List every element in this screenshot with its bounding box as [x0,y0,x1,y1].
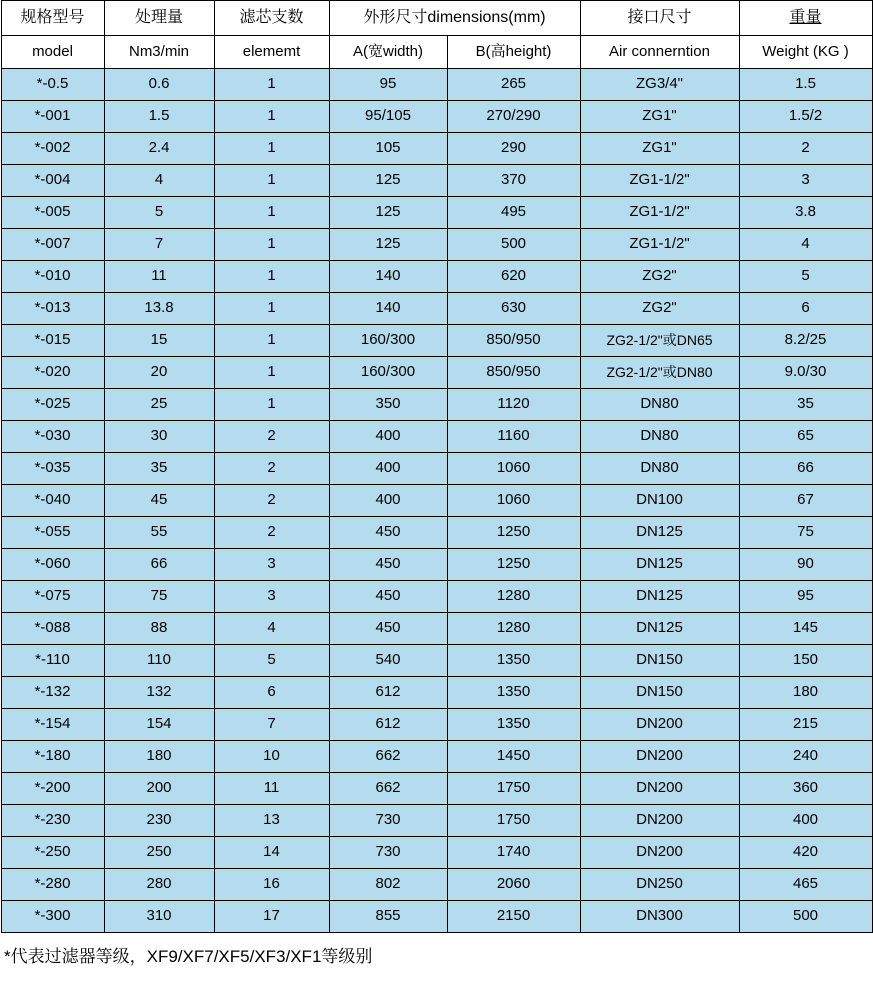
header-cell-connection-cn: 接口尺寸 [580,1,739,36]
table-body [1,69,872,933]
table-row [1,197,872,229]
cell-width: 400 [329,485,447,517]
cell-capacity: 154 [104,709,214,741]
header-cell-height: B(高height) [447,36,580,69]
cell-height: 500 [447,229,580,261]
table-header [1,1,872,69]
cell-connection: DN200 [580,805,739,837]
cell-connection: DN250 [580,869,739,901]
table-row [1,741,872,773]
header-cell-width: A(宽width) [329,36,447,69]
cell-capacity: 2.4 [104,133,214,165]
cell-width: 160/300 [329,357,447,389]
cell-capacity: 132 [104,677,214,709]
cell-model: *-013 [1,293,104,325]
table-row [1,229,872,261]
table-row [1,261,872,293]
cell-model: *-030 [1,421,104,453]
cell-connection: DN125 [580,517,739,549]
cell-capacity: 75 [104,581,214,613]
cell-model: *-025 [1,389,104,421]
cell-element: 1 [214,133,329,165]
cell-weight: 90 [739,549,872,581]
cell-weight: 6 [739,293,872,325]
header-cell-element-cn: 滤芯支数 [214,1,329,36]
specification-table [1,0,873,933]
table-row [1,101,872,133]
cell-weight: 180 [739,677,872,709]
cell-element: 1 [214,389,329,421]
cell-capacity: 200 [104,773,214,805]
cell-weight: 360 [739,773,872,805]
cell-element: 6 [214,677,329,709]
cell-width: 350 [329,389,447,421]
cell-capacity: 25 [104,389,214,421]
cell-weight: 65 [739,421,872,453]
cell-element: 5 [214,645,329,677]
cell-height: 370 [447,165,580,197]
cell-model: *-007 [1,229,104,261]
table-row [1,549,872,581]
cell-connection: ZG1" [580,101,739,133]
cell-model: *-280 [1,869,104,901]
header-cell-model-cn: 规格型号 [1,1,104,36]
table-row [1,901,872,933]
cell-height: 1350 [447,709,580,741]
cell-weight: 5 [739,261,872,293]
cell-capacity: 13.8 [104,293,214,325]
cell-connection: DN80 [580,421,739,453]
header-weight-text: 重量 [789,9,822,27]
cell-element: 13 [214,805,329,837]
cell-weight: 240 [739,741,872,773]
cell-connection: DN80 [580,453,739,485]
header-cell-weight-en: Weight (KG ) [739,36,872,69]
cell-weight: 500 [739,901,872,933]
cell-capacity: 55 [104,517,214,549]
header-cell-connection-en: Air connerntion [580,36,739,69]
cell-width: 125 [329,229,447,261]
cell-height: 1450 [447,741,580,773]
cell-connection: ZG1-1/2" [580,229,739,261]
cell-weight: 67 [739,485,872,517]
cell-connection: ZG1-1/2" [580,197,739,229]
cell-height: 1740 [447,837,580,869]
cell-weight: 3.8 [739,197,872,229]
cell-width: 400 [329,421,447,453]
cell-weight: 145 [739,613,872,645]
cell-capacity: 35 [104,453,214,485]
cell-height: 265 [447,69,580,101]
cell-width: 450 [329,613,447,645]
cell-model: *-0.5 [1,69,104,101]
cell-height: 2060 [447,869,580,901]
cell-model: *-035 [1,453,104,485]
cell-width: 160/300 [329,325,447,357]
cell-element: 1 [214,357,329,389]
table-row [1,133,872,165]
table-row [1,69,872,101]
table-row [1,805,872,837]
cell-capacity: 110 [104,645,214,677]
cell-connection: DN200 [580,773,739,805]
cell-height: 270/290 [447,101,580,133]
cell-width: 450 [329,517,447,549]
table-row [1,485,872,517]
cell-width: 95/105 [329,101,447,133]
cell-weight: 150 [739,645,872,677]
cell-weight: 3 [739,165,872,197]
table-row [1,581,872,613]
cell-element: 1 [214,165,329,197]
cell-weight: 75 [739,517,872,549]
cell-weight: 1.5/2 [739,101,872,133]
table-row [1,613,872,645]
cell-model: *-002 [1,133,104,165]
cell-height: 1250 [447,549,580,581]
table-row [1,869,872,901]
cell-element: 1 [214,261,329,293]
cell-width: 855 [329,901,447,933]
cell-element: 1 [214,101,329,133]
cell-element: 16 [214,869,329,901]
cell-weight: 66 [739,453,872,485]
cell-width: 802 [329,869,447,901]
cell-element: 3 [214,581,329,613]
cell-width: 540 [329,645,447,677]
cell-width: 140 [329,261,447,293]
cell-connection: ZG3/4" [580,69,739,101]
table-row [1,325,872,357]
cell-height: 1120 [447,389,580,421]
cell-element: 10 [214,741,329,773]
table-row [1,773,872,805]
cell-element: 2 [214,421,329,453]
cell-connection: DN125 [580,549,739,581]
cell-capacity: 66 [104,549,214,581]
cell-width: 612 [329,709,447,741]
cell-element: 1 [214,69,329,101]
header-row-primary [1,1,872,36]
cell-height: 630 [447,293,580,325]
cell-capacity: 280 [104,869,214,901]
cell-model: *-004 [1,165,104,197]
cell-capacity: 20 [104,357,214,389]
cell-connection: ZG2" [580,261,739,293]
cell-model: *-154 [1,709,104,741]
header-cell-capacity-cn: 处理量 [104,1,214,36]
header-cell-dimensions-cn: 外形尺寸dimensions(mm) [329,1,580,36]
cell-height: 850/950 [447,357,580,389]
cell-element: 1 [214,197,329,229]
table-row [1,645,872,677]
cell-element: 2 [214,517,329,549]
cell-width: 400 [329,453,447,485]
cell-capacity: 310 [104,901,214,933]
cell-element: 4 [214,613,329,645]
cell-connection: DN125 [580,581,739,613]
cell-capacity: 7 [104,229,214,261]
cell-connection: ZG1-1/2" [580,165,739,197]
cell-height: 1280 [447,613,580,645]
cell-connection: ZG2-1/2"或DN65 [580,325,739,357]
table-row [1,677,872,709]
cell-capacity: 45 [104,485,214,517]
header-cell-capacity-en: Nm3/min [104,36,214,69]
cell-height: 1280 [447,581,580,613]
cell-width: 450 [329,549,447,581]
cell-height: 290 [447,133,580,165]
cell-height: 1350 [447,645,580,677]
cell-height: 850/950 [447,325,580,357]
cell-capacity: 250 [104,837,214,869]
cell-height: 2150 [447,901,580,933]
cell-capacity: 15 [104,325,214,357]
cell-element: 17 [214,901,329,933]
cell-connection: DN150 [580,645,739,677]
cell-width: 662 [329,741,447,773]
cell-width: 730 [329,837,447,869]
cell-height: 1060 [447,453,580,485]
cell-height: 495 [447,197,580,229]
cell-capacity: 30 [104,421,214,453]
cell-element: 3 [214,549,329,581]
cell-model: *-110 [1,645,104,677]
cell-weight: 465 [739,869,872,901]
cell-height: 1750 [447,773,580,805]
cell-width: 125 [329,197,447,229]
cell-connection: DN125 [580,613,739,645]
cell-connection: DN80 [580,389,739,421]
cell-element: 7 [214,709,329,741]
cell-connection: DN300 [580,901,739,933]
cell-element: 11 [214,773,329,805]
table-row [1,453,872,485]
cell-capacity: 0.6 [104,69,214,101]
cell-model: *-075 [1,581,104,613]
header-cell-element-en: elememt [214,36,329,69]
cell-model: *-180 [1,741,104,773]
cell-connection: ZG2" [580,293,739,325]
cell-width: 95 [329,69,447,101]
cell-element: 1 [214,325,329,357]
cell-element: 2 [214,485,329,517]
cell-connection: ZG2-1/2"或DN80 [580,357,739,389]
cell-model: *-132 [1,677,104,709]
cell-height: 620 [447,261,580,293]
cell-model: *-200 [1,773,104,805]
cell-width: 105 [329,133,447,165]
cell-weight: 8.2/25 [739,325,872,357]
table-row [1,165,872,197]
cell-weight: 420 [739,837,872,869]
cell-height: 1350 [447,677,580,709]
cell-capacity: 88 [104,613,214,645]
cell-connection: DN200 [580,709,739,741]
cell-model: *-001 [1,101,104,133]
cell-weight: 1.5 [739,69,872,101]
cell-width: 125 [329,165,447,197]
cell-model: *-230 [1,805,104,837]
cell-width: 140 [329,293,447,325]
cell-connection: ZG1" [580,133,739,165]
cell-capacity: 230 [104,805,214,837]
cell-weight: 215 [739,709,872,741]
cell-model: *-060 [1,549,104,581]
cell-height: 1060 [447,485,580,517]
cell-capacity: 4 [104,165,214,197]
cell-height: 1250 [447,517,580,549]
table-row [1,357,872,389]
cell-capacity: 1.5 [104,101,214,133]
cell-model: *-015 [1,325,104,357]
cell-capacity: 11 [104,261,214,293]
cell-model: *-010 [1,261,104,293]
cell-width: 612 [329,677,447,709]
cell-connection: DN200 [580,741,739,773]
table-row [1,421,872,453]
cell-model: *-250 [1,837,104,869]
cell-model: *-300 [1,901,104,933]
cell-height: 1160 [447,421,580,453]
cell-connection: DN100 [580,485,739,517]
header-cell-weight-cn [739,1,872,36]
header-row-secondary [1,36,872,69]
cell-model: *-020 [1,357,104,389]
cell-model: *-088 [1,613,104,645]
cell-weight: 4 [739,229,872,261]
table-row [1,709,872,741]
cell-weight: 9.0/30 [739,357,872,389]
cell-model: *-005 [1,197,104,229]
cell-height: 1750 [447,805,580,837]
cell-capacity: 180 [104,741,214,773]
cell-element: 2 [214,453,329,485]
table-row [1,389,872,421]
cell-element: 1 [214,293,329,325]
table-row [1,293,872,325]
table-row [1,517,872,549]
cell-width: 730 [329,805,447,837]
cell-weight: 35 [739,389,872,421]
cell-width: 450 [329,581,447,613]
header-cell-model-en: model [1,36,104,69]
cell-weight: 95 [739,581,872,613]
table-row [1,837,872,869]
cell-element: 14 [214,837,329,869]
cell-connection: DN150 [580,677,739,709]
cell-model: *-055 [1,517,104,549]
cell-model: *-040 [1,485,104,517]
cell-element: 1 [214,229,329,261]
cell-width: 662 [329,773,447,805]
cell-connection: DN200 [580,837,739,869]
cell-weight: 2 [739,133,872,165]
cell-capacity: 5 [104,197,214,229]
footnote: *代表过滤器等级，XF9/XF7/XF5/XF3/XF1等级别 [4,947,373,966]
cell-weight: 400 [739,805,872,837]
